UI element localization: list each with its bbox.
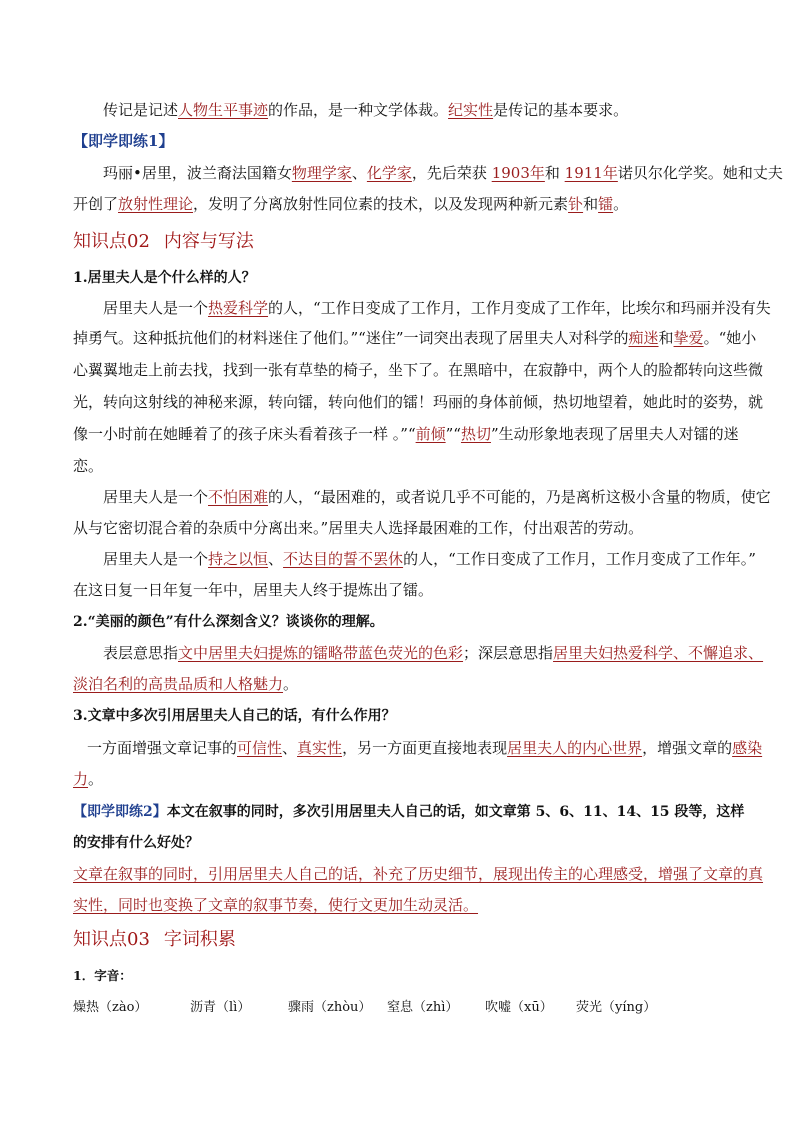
exercise2-label: 【即学即练2】 bbox=[73, 804, 167, 820]
answer-paragraph-line bbox=[103, 298, 771, 318]
exercise-answer: 放射性理论 bbox=[118, 195, 194, 213]
answer-paragraph-line bbox=[73, 674, 298, 694]
intro-blank-answer: 人物生平事迹 bbox=[178, 101, 269, 119]
exercise-text: ，发明了分离放射性同位素的技术，以及发现两种新元素 bbox=[193, 195, 569, 213]
body-text: ”“ bbox=[445, 425, 461, 443]
exercise2-answer-line2: 实性，同时也变换了文章的叙事节奏，使行文更加生动灵活。 bbox=[73, 896, 479, 914]
key-phrase: 感染 bbox=[732, 739, 763, 757]
body-text: 像一小时前在她睡着了的孩子床头看着孩子一样 。”“ bbox=[73, 425, 416, 443]
key-phrase: 真实性 bbox=[297, 739, 343, 757]
word-pronunciation: 燥热（zào） bbox=[73, 1000, 148, 1015]
key-phrase: 居里夫妇热爱科学、不懈追求、 bbox=[553, 644, 764, 662]
exercise1-line2 bbox=[73, 194, 628, 214]
body-text: 一方面增强文章记事的 bbox=[87, 739, 238, 757]
section-heading-03 bbox=[73, 928, 250, 952]
body-text: 、 bbox=[282, 739, 298, 757]
key-phrase: 热切 bbox=[460, 425, 491, 443]
answer-paragraph-line: 心翼翼地走上前去找，找到一张有草垫的椅子，坐下了。在黑暗中，在寂静中，两个人的脸都转向这些微 bbox=[73, 361, 764, 379]
question-2: 2.“美丽的颜色”有什么深刻含义？谈谈你的理解。 bbox=[73, 614, 384, 630]
body-text: 掉勇气。这种抵抗他们的材料迷住了他们。”“迷住”一词突出表现了居里夫人对科学的 bbox=[73, 329, 629, 347]
section-heading-02 bbox=[73, 230, 268, 254]
key-phrase: 居里夫人的内心世界 bbox=[507, 739, 643, 757]
body-text: ”生动形象地表现了居里夫人对镭的迷 bbox=[490, 425, 739, 443]
key-phrase: 挚爱 bbox=[673, 329, 704, 347]
key-phrase: 力 bbox=[73, 770, 89, 788]
question-1: 1.居里夫人是个什么样的人？ bbox=[73, 270, 256, 286]
exercise2-question-line2: 的安排有什么好处？ bbox=[73, 835, 199, 851]
question-3: 3.文章中多次引用居里夫人自己的话，有什么作用？ bbox=[73, 708, 396, 724]
exercise2-answer-line1: 文章在叙事的同时，引用居里夫人自己的话，补充了历史细节，展现出传主的心理感受，增强了文章的真 bbox=[73, 865, 764, 883]
exercise2-question: 本文在叙事的同时，多次引用居里夫人自己的话，如文章第 5、6、11、14、15 段等，这样 bbox=[166, 804, 745, 820]
exercise-answer: 镭 bbox=[598, 195, 614, 213]
body-text: 。“她小 bbox=[703, 329, 757, 347]
intro-text: 是传记的基本要求。 bbox=[493, 101, 629, 119]
body-text: 居里夫人是一个 bbox=[103, 299, 209, 317]
exercise-text: 、 bbox=[351, 164, 367, 182]
word-pronunciation: 荧光（yíng） bbox=[576, 1000, 657, 1015]
key-phrase: 可信性 bbox=[237, 739, 283, 757]
exercise-answer: 1903年 bbox=[491, 164, 545, 182]
exercise-text: 开创了 bbox=[73, 195, 119, 213]
body-text: 。 bbox=[283, 675, 299, 693]
intro-blank-answer: 纪实性 bbox=[448, 101, 494, 119]
body-text: 表层意思指 bbox=[103, 644, 179, 662]
body-text: 的人，“最困难的，或者说几乎不可能的，乃是离析这极小含量的物质，使它 bbox=[268, 488, 771, 506]
key-phrase: 不达目的誓不罢休 bbox=[283, 550, 404, 568]
answer-paragraph-line bbox=[87, 738, 762, 758]
intro-text: 的作品，是一种文学体裁。 bbox=[268, 101, 449, 119]
exercise-text: 诺贝尔化学奖。她和丈夫 bbox=[617, 164, 783, 182]
key-phrase: 不怕困难 bbox=[208, 488, 269, 506]
answer-paragraph-line bbox=[73, 424, 739, 444]
answer-paragraph-line: 光，转向这射线的神秘来源，转向镭，转向他们的镭！玛丽的身体前倾，热切地望着，她此时的姿势，就 bbox=[73, 393, 764, 411]
answer-paragraph-line: 在这日复一日年复一年中，居里夫人终于提炼出了镭。 bbox=[73, 581, 434, 599]
vocab-subheading: 1．字音： bbox=[73, 968, 132, 983]
answer-paragraph-line bbox=[73, 769, 103, 789]
key-phrase: 热爱科学 bbox=[208, 299, 269, 317]
key-phrase: 淡泊名利的高贵品质和人格魅力 bbox=[73, 675, 284, 693]
key-phrase: 持之以恒 bbox=[208, 550, 269, 568]
answer-paragraph-line bbox=[103, 487, 771, 507]
exercise-text: 玛丽•居里，波兰裔法国籍女 bbox=[103, 164, 292, 182]
answer-paragraph-line: 恋。 bbox=[73, 457, 104, 475]
word-pronunciation: 窒息（zhì） bbox=[387, 1000, 459, 1015]
body-text: 居里夫人是一个 bbox=[103, 550, 209, 568]
body-text: 的人，“工作日变成了工作月，工作月变成了工作年。” bbox=[403, 550, 756, 568]
exercise1-line1 bbox=[103, 163, 783, 183]
answer-paragraph-line bbox=[73, 328, 756, 348]
body-text: 居里夫人是一个 bbox=[103, 488, 209, 506]
body-text: 。 bbox=[88, 770, 104, 788]
exercise-text: 和 bbox=[583, 195, 599, 213]
pronunciation-list bbox=[73, 996, 656, 1018]
answer-paragraph-line bbox=[103, 549, 756, 569]
key-phrase: 文中居里夫妇提炼的镭略带蓝色荧光的色彩 bbox=[178, 644, 464, 662]
exercise-text: 和 bbox=[544, 164, 565, 182]
answer-paragraph-line bbox=[103, 643, 763, 663]
section-number: 知识点03 bbox=[73, 929, 150, 950]
key-phrase: 痴迷 bbox=[628, 329, 659, 347]
body-text: 的人，“工作日变成了工作月，工作月变成了工作年，比埃尔和玛丽并没有失 bbox=[268, 299, 771, 317]
word-pronunciation: 吹嘘（xū） bbox=[485, 1000, 553, 1015]
intro-paragraph bbox=[103, 100, 628, 120]
key-phrase: 前倾 bbox=[415, 425, 446, 443]
exercise-text: 。 bbox=[613, 195, 629, 213]
exercise1-label: 【即学即练1】 bbox=[73, 132, 174, 150]
answer-paragraph-line: 从与它密切混合着的杂质中分离出来。”居里夫人选择最困难的工作，付出艰苦的劳动。 bbox=[73, 519, 644, 537]
exercise-answer: 钋 bbox=[568, 195, 584, 213]
body-text: 和 bbox=[658, 329, 674, 347]
exercise-text: ，先后荣获 bbox=[411, 164, 492, 182]
section-title: 内容与写法 bbox=[163, 231, 254, 252]
body-text: ，增强文章的 bbox=[642, 739, 733, 757]
word-pronunciation: 骤雨（zhòu） bbox=[288, 1000, 372, 1015]
body-text: ，另一方面更直接地表现 bbox=[342, 739, 508, 757]
intro-text: 传记是记述 bbox=[103, 101, 179, 119]
section-number: 知识点02 bbox=[73, 231, 150, 252]
body-text: 、 bbox=[268, 550, 284, 568]
exercise-answer: 1911年 bbox=[564, 164, 618, 182]
exercise-answer: 物理学家 bbox=[291, 164, 352, 182]
section-title: 字词积累 bbox=[163, 929, 236, 950]
word-pronunciation: 沥青（lì） bbox=[190, 1000, 251, 1015]
exercise-answer: 化学家 bbox=[366, 164, 412, 182]
exercise2-question-line1 bbox=[73, 802, 744, 822]
body-text: ；深层意思指 bbox=[463, 644, 554, 662]
